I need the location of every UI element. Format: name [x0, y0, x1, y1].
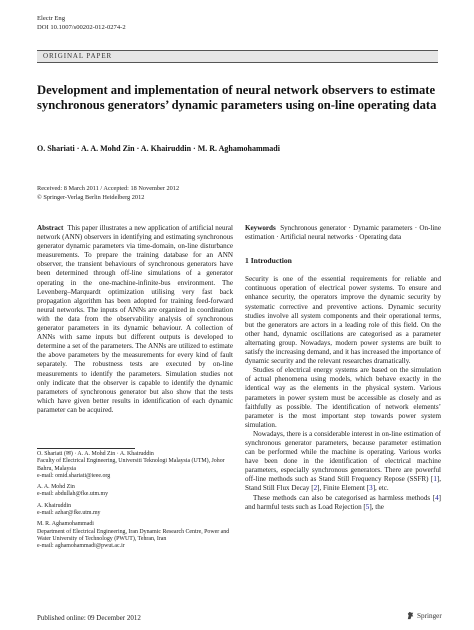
- affiliation-line: A. Khairuddin: [37, 502, 72, 509]
- affiliation-email[interactable]: e-mail: azhar@fke.utm.my: [37, 510, 101, 517]
- article-type: ORIGINAL PAPER: [43, 52, 113, 60]
- affiliation-email[interactable]: e-mail: abdullah@fke.utm.my: [37, 491, 109, 498]
- intro-paragraph: Nowadays, there is a considerable interest in on-line estimation of synchronous generator parameters, because parameter estimation can be performed while the machine is operating. Various works have been done in the identification of electrical machine parameters, especially synchronous generators. There are powerful off-line methods such as Stand Still Frequency Repose (SSFR) [1], Stand Still Flux Decay [2], Finite Element [3], etc.: [245, 429, 441, 493]
- citation-link[interactable]: 5: [365, 502, 370, 511]
- citation-link[interactable]: 2: [313, 484, 318, 493]
- intro-paragraph: These methods can also be categorised as harmless methods [4] and harmful tests such as Load Rejection [5], the: [245, 493, 441, 511]
- keywords-text: Synchronous generator · Dynamic parameters · On-line estimation · Artificial neural networks · Operating data: [245, 224, 442, 242]
- copyright: © Springer-Verlag Berlin Heidelberg 2012: [37, 193, 145, 201]
- affiliation-email[interactable]: e-mail: omid.shariati@ieee.org: [37, 472, 111, 479]
- affiliation-line: M. R. Aghamohammadi: [37, 521, 94, 528]
- published-online: Published online: 09 December 2012: [37, 614, 141, 622]
- affiliation-line: Faculty of Electrical Engineering, Universiti Teknologi Malaysia (UTM), Johor Bahru, Malaysia: [37, 458, 225, 472]
- intro-paragraph: Studies of electrical energy systems are based on the simulation of actual phenomena using models, which behave exactly in the identical way as the elements in the physical system. Various parameters in power system must be accessible as closely and as faithfully as possible. The identification of network elements’ parameter is the most important step towards power system simulation.: [245, 366, 441, 429]
- citation-link[interactable]: 3: [369, 484, 373, 493]
- abstract-text: This paper illustrates a new application of artificial neural network (ANN) observers in identifying and estimating synchronous generator dynamic parameters via time-domain, on-line disturbance measurements. To prepare the training database for an ANN observer, the transient behaviours of synchronous generators have been determined through off-line simulations of a generator operating in the one-machine-infinite-bus environment. The Levenberg–Marquardt optimization utilising very fast back propagation algorithm has been adopted for training feed-forward neural networks. The inputs of ANNs are organized in coordination with the data from the observability analysis of synchronous generator parameters in its dynamic behaviour. A collection of ANNs with same inputs but different outputs is developed to determine a set of the parameters. The ANNs are utilized to estimate the above parameters by the measurements for every kind of fault separately. The robustness tests are executed by on-line measurements to identify the parameters. Simulation studies not only indicate that the observer is capable to identify the dynamic parameters of synchronous generator but also show that the tests which have given better results in identification of each dynamic parameter can be acquired.: [37, 224, 234, 414]
- affiliation-line: O. Shariati (✉) · A. A. Mohd Zin · A. Khairuddin: [37, 451, 154, 457]
- right-column: [245, 224, 441, 512]
- article-type-bar: [37, 50, 438, 63]
- intro-paragraph: Security is one of the essential requirements for reliable and continuous operation of electrical power systems. To ensure and enhance security, the operators improve the dynamic security by systematic corrective and preventive actions. Dynamic security studies involve all system components and their operational terms, but the generators are actors in a leading role of this field. On the other hand, dynamic oscillations are categorised as a parameter alternating group. Nowadays, modern power systems are built to satisfy the increasing demand, and it has increased the importance of dynamic security and the relevant researches dramatically.: [245, 275, 441, 366]
- affiliation-line: Department of Electrical Engineering, Iran Dynamic Research Centre, Power and Water University of Technology (PWUT), Tehran, Iran: [37, 528, 230, 542]
- keywords: [245, 224, 441, 242]
- springer-horse-icon: [406, 611, 415, 620]
- keywords-label: Keywords: [245, 224, 276, 232]
- citation-link[interactable]: 1: [433, 475, 437, 484]
- publisher-name: Springer: [417, 611, 442, 620]
- affiliations: [37, 451, 233, 551]
- affiliation-line: A. A. Mohd Zin: [37, 484, 75, 491]
- doi[interactable]: DOI 10.1007/s00202-012-0274-2: [37, 24, 126, 31]
- section-heading: 1 Introduction: [245, 256, 292, 266]
- citation-link[interactable]: 4: [435, 493, 439, 502]
- affiliation-email[interactable]: e-mail: aghamohammadi@pwut.ac.ir: [37, 543, 125, 550]
- received-accepted: Received: 8 March 2011 / Accepted: 18 November 2012: [37, 185, 180, 192]
- paper-title: Development and implementation of neural network observers to estimate synchronous generators’ dynamic parameters using on-line operating data: [37, 83, 437, 112]
- abstract-label: Abstract: [37, 224, 64, 232]
- author-list: O. Shariati · A. A. Mohd Zin · A. Khairuddin · M. R. Aghamohammadi: [37, 144, 280, 153]
- publication-dates: [37, 185, 179, 202]
- publisher-logo: [406, 611, 442, 620]
- journal-name: Electr Eng: [37, 15, 66, 22]
- abstract: [37, 224, 233, 415]
- affiliation-divider: [37, 448, 135, 449]
